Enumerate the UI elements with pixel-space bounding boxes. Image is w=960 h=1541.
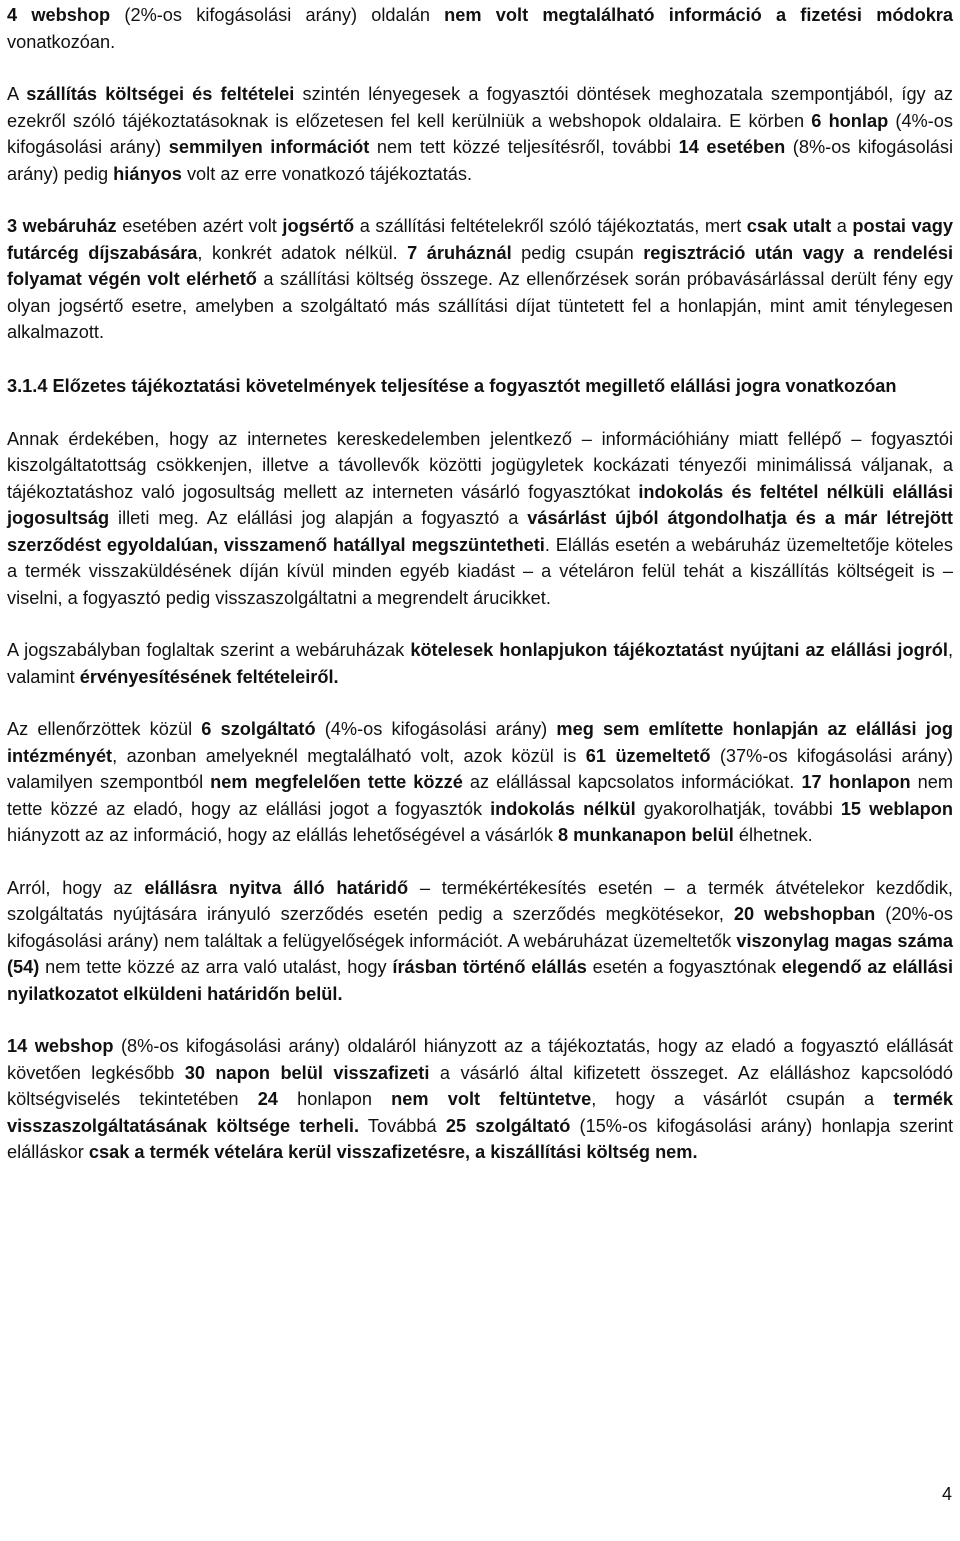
text-run: a [831, 216, 853, 236]
bold-text: 30 napon belül visszafizeti [184, 1062, 430, 1083]
bold-text: csak utalt [746, 216, 832, 236]
text-run: , hogy a vásárlót csupán a [591, 1089, 894, 1109]
text-run: Az ellenőrzöttek közül [7, 719, 202, 739]
bold-text: regisztráció után vagy a rendelési folyamat végén volt elérhető [7, 242, 954, 289]
text-run: vonatkozóan. [7, 31, 116, 52]
bold-text: kötelesek honlapjukon tájékoztatást nyújtani az elállási jogról [410, 640, 948, 660]
text-run: esetében azért volt [116, 216, 283, 236]
bold-text: 20 webshopban [733, 904, 876, 924]
text-run: a szállítási költség összege. Az ellenőrzések során próbavásárlással derült fény egy olyan jogsértő esetre, amelyben a szolgáltató más szállítási díjat tüntetett fel a honlapján, mint amit ténylegesen alkalmazott. [7, 269, 954, 342]
text-run: (2%-os kifogásolási arány) oldalán [110, 5, 445, 25]
text-run: (15%-os kifogásolási arány) honlapja szerint elálláskor [7, 1115, 953, 1162]
bold-text: 15 weblapon [840, 798, 953, 819]
text-run: nem tette közzé az eladó, hogy az elállási jogot a fogyasztók [7, 772, 954, 819]
bold-text: 8 munkanapon belül [557, 825, 734, 845]
bold-text: elegendő az elállási nyilatkozatot elküldeni határidőn belül. [7, 957, 954, 1004]
bold-text: meg sem említette honlapján az elállási jog intézményét [7, 719, 954, 766]
bold-text: 61 üzemeltető [585, 745, 711, 766]
text-run: , konkrét adatok nélkül. [197, 242, 408, 263]
bold-text: viszonylag magas száma (54) [7, 930, 953, 977]
body-text-block-2 [7, 426, 953, 1166]
bold-text: hiányos [113, 163, 182, 184]
text-run: A jogszabályban foglaltak szerint a webáruházak [7, 640, 411, 660]
paragraph [7, 875, 953, 1008]
paragraph [7, 81, 953, 187]
paragraph [7, 213, 953, 346]
bold-text: csak a termék vételára kerül visszafizetésre, a kiszállítási költség nem. [88, 1142, 698, 1162]
text-run: esetén a fogyasztónak [586, 957, 782, 977]
bold-text: 24 [257, 1089, 278, 1109]
text-run: gyakorolhatják, további [635, 798, 841, 819]
text-run: nem tette közzé az arra való utalást, hogy [39, 957, 393, 977]
text-run: a vásárló által kifizetett összeget. Az elálláshoz kapcsolódó költségviselés tekintetében [7, 1062, 954, 1109]
text-run: a szállítási feltételekről szóló tájékoztatás, mert [354, 216, 747, 236]
bold-text: 7 áruháznál [407, 242, 512, 263]
bold-text: nem volt feltüntetve [391, 1089, 592, 1109]
page-number: 4 [941, 1484, 952, 1504]
text-run: volt az erre vonatkozó tájékoztatás. [181, 163, 473, 184]
paragraph [7, 716, 953, 849]
text-run: illeti meg. Az elállási jog alapján a fogyasztó a [109, 508, 528, 528]
text-run: honlapon [277, 1089, 392, 1109]
bold-text: 14 esetében [678, 137, 786, 157]
text-run: Továbbá [359, 1115, 446, 1136]
bold-text: szállítás költségei és feltételei [26, 84, 295, 104]
text-run: A [7, 84, 27, 104]
text-run: (20%-os kifogásolási arány) nem találtak a felügyelőségek információt. A webáruházat üzemeltetők [7, 904, 953, 951]
text-run: (8%-os kifogásolási arány) oldaláról hiányzott az a tájékoztatás, hogy az eladó a fogyasztó elállását követően legkésőbb [7, 1036, 953, 1083]
paragraph [7, 1033, 953, 1166]
bold-text: 6 honlap [811, 110, 889, 131]
bold-text: 6 szolgáltató [201, 719, 316, 739]
paragraph [7, 2, 953, 55]
bold-text: nem megfelelően tette közzé [210, 772, 463, 792]
bold-text: 14 webshop [7, 1036, 114, 1056]
text-run: (4%-os kifogásolási arány) [315, 719, 557, 739]
bold-text: indokolás nélkül [490, 798, 636, 819]
bold-text: 25 szolgáltató [445, 1115, 571, 1136]
bold-text: indokolás és feltétel nélküli elállási jogosultság [7, 481, 953, 528]
text-run: , azonban amelyeknél megtalálható volt, azok közül is [112, 745, 586, 766]
text-run: pedig csupán [511, 242, 644, 263]
body-text-block [7, 2, 953, 346]
text-run: (37%-os kifogásolási arány) valamilyen szempontból [7, 745, 954, 792]
text-run: . Elállás esetén a webáruház üzemeltetője köteles a termék visszaküldésének díján kívül minden egyéb kiadást – a vételáron felül tehát a kiszállítás költségeit is – viselni, a fogyasztó pedig visszaszolgáltatni a megrendelt árucikket. [7, 534, 953, 608]
text-run: Arról, hogy az [7, 877, 145, 898]
text-run: Annak érdekében, hogy az internetes kereskedelemben jelentkező – információhiány miatt fellépő – fogyasztói kiszolgáltatottság csökkenjen, illetve a távollevők közötti jogügyletek kockázati tényezői minimálissá váljanak, a tájékoztatáshoz való jogosultság mellett az interneten vásárló fogyasztókat [7, 428, 953, 502]
bold-text: írásban történő elállás [392, 957, 587, 977]
text-run: hiányzott az az információ, hogy az elállás lehetőségével a vásárlók [7, 825, 558, 845]
bold-text: nem volt megtalálható információ a fizetési módokra [444, 5, 954, 25]
text-run: (8%-os kifogásolási arány) pedig [7, 137, 954, 184]
bold-text: termék visszaszolgáltatásának költsége terheli. [7, 1089, 954, 1136]
bold-text: érvényesítésének feltételeiről. [79, 666, 339, 687]
bold-text: semmilyen információt [168, 137, 370, 157]
bold-text: vásárlást újból átgondolhatja és a már létrejött szerződést egyoldalúan, visszamenő hatállyal megszüntetheti [7, 508, 953, 555]
bold-text: 4 webshop [7, 5, 111, 25]
paragraph [7, 426, 953, 612]
paragraph [7, 637, 953, 690]
text-run: – termékértékesítés esetén – a termék átvételekor kezdődik, szolgáltatás nyújtására irányuló szerződés esetén pedig a szerződés megkötésekor, [7, 877, 953, 924]
text-run: élhetnek. [733, 825, 813, 845]
text-run: , valamint [7, 640, 953, 687]
text-run: szintén lényegesek a fogyasztói döntések meghozatala szempontjából, így az ezekről szóló tájékoztatásoknak is előzetesen fel kell kerülniük a webshopok oldalaira. E körben [7, 84, 954, 131]
bold-text: postai vagy futárcég díjszabására [7, 216, 953, 263]
text-run: nem tett közzé teljesítésről, további [369, 137, 679, 157]
text-run: az elállással kapcsolatos információkat. [462, 772, 802, 792]
bold-text: jogsértő [282, 216, 355, 236]
text-run: (4%-os kifogásolási arány) [7, 110, 953, 157]
document-page [7, 2, 953, 1166]
section-heading: 3.1.4 Előzetes tájékoztatási követelmények teljesítése a fogyasztót megillető elállási jogra vonatkozóan [7, 375, 897, 396]
bold-text: 3 webáruház [7, 216, 117, 236]
bold-text: 17 honlapon [801, 772, 911, 792]
bold-text: elállásra nyitva álló határidő [144, 877, 409, 898]
